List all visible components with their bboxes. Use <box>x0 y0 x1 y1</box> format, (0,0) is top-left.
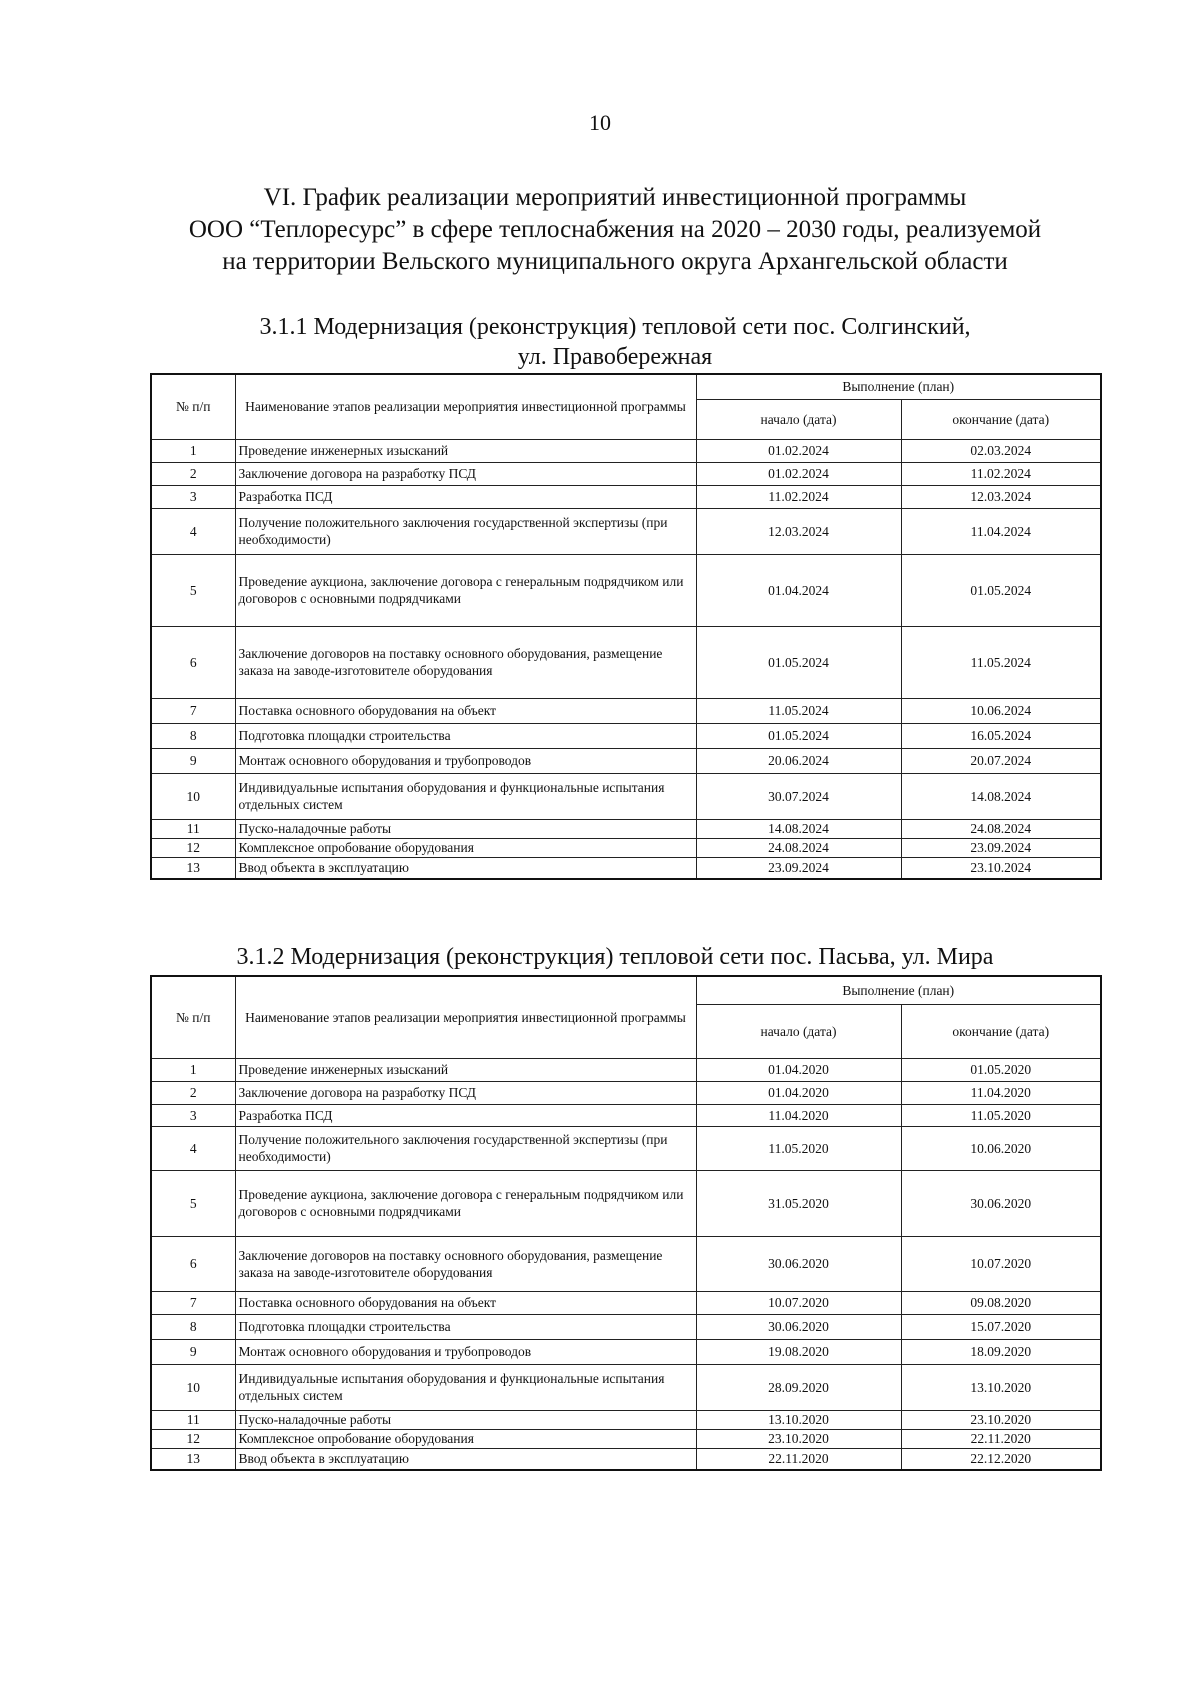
row-number: 3 <box>151 485 235 508</box>
header-start: начало (дата) <box>696 399 901 439</box>
start-date: 20.06.2024 <box>696 748 901 773</box>
table-row <box>151 857 1101 879</box>
start-date: 12.03.2024 <box>696 508 901 554</box>
stage-name: Ввод объекта в эксплуатацию <box>235 857 696 879</box>
stage-name: Разработка ПСД <box>235 1104 696 1126</box>
end-date: 24.08.2024 <box>901 819 1101 838</box>
end-date: 02.03.2024 <box>901 439 1101 462</box>
row-number: 7 <box>151 698 235 723</box>
row-number: 4 <box>151 508 235 554</box>
stage-name: Поставка основного оборудования на объект <box>235 1291 696 1314</box>
stage-name: Подготовка площадки строительства <box>235 723 696 748</box>
row-number: 5 <box>151 1170 235 1236</box>
stage-name: Индивидуальные испытания оборудования и функциональные испытания отдельных систем <box>235 773 696 819</box>
header-end: окончание (дата) <box>901 1004 1101 1058</box>
section-title-line: 3.1.1 Модернизация (реконструкция) тепловой сети пос. Солгинский, <box>259 314 971 340</box>
end-date: 22.11.2020 <box>901 1429 1101 1448</box>
table-row <box>151 1081 1101 1104</box>
table-row <box>151 1339 1101 1364</box>
row-number: 2 <box>151 462 235 485</box>
row-number: 13 <box>151 857 235 879</box>
end-date: 10.07.2020 <box>901 1236 1101 1291</box>
end-date: 11.05.2024 <box>901 626 1101 698</box>
section-title-3-1-2 <box>150 942 1080 972</box>
header-num: № п/п <box>151 976 235 1058</box>
start-date: 23.10.2020 <box>696 1429 901 1448</box>
end-date: 11.02.2024 <box>901 462 1101 485</box>
table-row <box>151 819 1101 838</box>
start-date: 11.05.2020 <box>696 1126 901 1170</box>
end-date: 11.04.2020 <box>901 1081 1101 1104</box>
table-row <box>151 462 1101 485</box>
start-date: 23.09.2024 <box>696 857 901 879</box>
row-number: 10 <box>151 1364 235 1410</box>
end-date: 23.10.2024 <box>901 857 1101 879</box>
row-number: 9 <box>151 748 235 773</box>
row-number: 8 <box>151 1314 235 1339</box>
stage-name: Подготовка площадки строительства <box>235 1314 696 1339</box>
header-stage-name: Наименование этапов реализации мероприятия инвестиционной программы <box>235 374 696 439</box>
table-row <box>151 1364 1101 1410</box>
header-execution: Выполнение (план) <box>696 976 1101 1004</box>
section-title-line: ул. Правобережная <box>517 344 713 370</box>
table-row <box>151 723 1101 748</box>
stage-name: Проведение инженерных изысканий <box>235 1058 696 1081</box>
table-row <box>151 1104 1101 1126</box>
stage-name: Заключение договоров на поставку основного оборудования, размещение заказа на заводе-изготовителе оборудования <box>235 1236 696 1291</box>
stage-name: Индивидуальные испытания оборудования и функциональные испытания отдельных систем <box>235 1364 696 1410</box>
row-number: 6 <box>151 1236 235 1291</box>
stage-name: Пуско-наладочные работы <box>235 819 696 838</box>
end-date: 23.10.2020 <box>901 1410 1101 1429</box>
start-date: 31.05.2020 <box>696 1170 901 1236</box>
table-row <box>151 1410 1101 1429</box>
stage-name: Разработка ПСД <box>235 485 696 508</box>
schedule-table-3-1-1 <box>150 373 1102 880</box>
start-date: 10.07.2020 <box>696 1291 901 1314</box>
schedule-table-3-1-2 <box>150 975 1102 1471</box>
table-row <box>151 1170 1101 1236</box>
stage-name: Заключение договора на разработку ПСД <box>235 462 696 485</box>
end-date: 18.09.2020 <box>901 1339 1101 1364</box>
start-date: 22.11.2020 <box>696 1448 901 1470</box>
header-start: начало (дата) <box>696 1004 901 1058</box>
table-row <box>151 1448 1101 1470</box>
table-row <box>151 485 1101 508</box>
stage-name: Заключение договоров на поставку основного оборудования, размещение заказа на заводе-изготовителе оборудования <box>235 626 696 698</box>
title-line: на территории Вельского муниципального округа Архангельской области <box>222 248 1008 275</box>
table-row <box>151 1429 1101 1448</box>
stage-name: Комплексное опробование оборудования <box>235 1429 696 1448</box>
start-date: 30.07.2024 <box>696 773 901 819</box>
table-row <box>151 773 1101 819</box>
start-date: 13.10.2020 <box>696 1410 901 1429</box>
table-row <box>151 1126 1101 1170</box>
end-date: 09.08.2020 <box>901 1291 1101 1314</box>
end-date: 14.08.2024 <box>901 773 1101 819</box>
stage-name: Проведение инженерных изысканий <box>235 439 696 462</box>
stage-name: Комплексное опробование оборудования <box>235 838 696 857</box>
end-date: 30.06.2020 <box>901 1170 1101 1236</box>
row-number: 1 <box>151 439 235 462</box>
end-date: 11.04.2024 <box>901 508 1101 554</box>
row-number: 10 <box>151 773 235 819</box>
start-date: 01.04.2024 <box>696 554 901 626</box>
row-number: 4 <box>151 1126 235 1170</box>
end-date: 01.05.2020 <box>901 1058 1101 1081</box>
end-date: 15.07.2020 <box>901 1314 1101 1339</box>
row-number: 12 <box>151 838 235 857</box>
row-number: 11 <box>151 1410 235 1429</box>
row-number: 7 <box>151 1291 235 1314</box>
section-title-line: 3.1.2 Модернизация (реконструкция) тепловой сети пос. Пасьва, ул. Мира <box>236 944 994 970</box>
table-row <box>151 1236 1101 1291</box>
row-number: 9 <box>151 1339 235 1364</box>
stage-name: Поставка основного оборудования на объект <box>235 698 696 723</box>
table-row <box>151 554 1101 626</box>
end-date: 22.12.2020 <box>901 1448 1101 1470</box>
table-row <box>151 1314 1101 1339</box>
table-row <box>151 439 1101 462</box>
end-date: 11.05.2020 <box>901 1104 1101 1126</box>
stage-name: Получение положительного заключения государственной экспертизы (при необходимости) <box>235 1126 696 1170</box>
end-date: 10.06.2024 <box>901 698 1101 723</box>
table-row <box>151 748 1101 773</box>
row-number: 2 <box>151 1081 235 1104</box>
end-date: 10.06.2020 <box>901 1126 1101 1170</box>
table-row <box>151 626 1101 698</box>
stage-name: Заключение договора на разработку ПСД <box>235 1081 696 1104</box>
table-row <box>151 698 1101 723</box>
header-num: № п/п <box>151 374 235 439</box>
stage-name: Ввод объекта в эксплуатацию <box>235 1448 696 1470</box>
end-date: 23.09.2024 <box>901 838 1101 857</box>
table-row <box>151 1291 1101 1314</box>
header-execution: Выполнение (план) <box>696 374 1101 399</box>
start-date: 28.09.2020 <box>696 1364 901 1410</box>
table-row <box>151 838 1101 857</box>
end-date: 12.03.2024 <box>901 485 1101 508</box>
row-number: 1 <box>151 1058 235 1081</box>
start-date: 01.04.2020 <box>696 1081 901 1104</box>
start-date: 01.05.2024 <box>696 723 901 748</box>
title-line: ООО “Теплоресурс” в сфере теплоснабжения на 2020 – 2030 годы, реализуемой <box>188 216 1042 243</box>
start-date: 01.04.2020 <box>696 1058 901 1081</box>
start-date: 30.06.2020 <box>696 1314 901 1339</box>
start-date: 24.08.2024 <box>696 838 901 857</box>
stage-name: Получение положительного заключения государственной экспертизы (при необходимости) <box>235 508 696 554</box>
start-date: 01.02.2024 <box>696 439 901 462</box>
end-date: 20.07.2024 <box>901 748 1101 773</box>
start-date: 11.05.2024 <box>696 698 901 723</box>
row-number: 3 <box>151 1104 235 1126</box>
row-number: 6 <box>151 626 235 698</box>
start-date: 14.08.2024 <box>696 819 901 838</box>
row-number: 11 <box>151 819 235 838</box>
start-date: 01.05.2024 <box>696 626 901 698</box>
title-line: VI. График реализации мероприятий инвестиционной программы <box>263 184 967 211</box>
page-number: 10 <box>589 110 611 135</box>
end-date: 16.05.2024 <box>901 723 1101 748</box>
start-date: 30.06.2020 <box>696 1236 901 1291</box>
start-date: 11.02.2024 <box>696 485 901 508</box>
row-number: 13 <box>151 1448 235 1470</box>
stage-name: Проведение аукциона, заключение договора с генеральным подрядчиком или договоров с основными подрядчиками <box>235 554 696 626</box>
table-row <box>151 1058 1101 1081</box>
document-title <box>150 182 1080 278</box>
end-date: 13.10.2020 <box>901 1364 1101 1410</box>
header-end: окончание (дата) <box>901 399 1101 439</box>
stage-name: Монтаж основного оборудования и трубопроводов <box>235 1339 696 1364</box>
start-date: 01.02.2024 <box>696 462 901 485</box>
start-date: 19.08.2020 <box>696 1339 901 1364</box>
stage-name: Проведение аукциона, заключение договора с генеральным подрядчиком или договоров с основными подрядчиками <box>235 1170 696 1236</box>
header-stage-name: Наименование этапов реализации мероприятия инвестиционной программы <box>235 976 696 1058</box>
start-date: 11.04.2020 <box>696 1104 901 1126</box>
stage-name: Пуско-наладочные работы <box>235 1410 696 1429</box>
section-title-3-1-1 <box>150 312 1080 372</box>
table-row <box>151 508 1101 554</box>
row-number: 5 <box>151 554 235 626</box>
end-date: 01.05.2024 <box>901 554 1101 626</box>
row-number: 8 <box>151 723 235 748</box>
stage-name: Монтаж основного оборудования и трубопроводов <box>235 748 696 773</box>
row-number: 12 <box>151 1429 235 1448</box>
